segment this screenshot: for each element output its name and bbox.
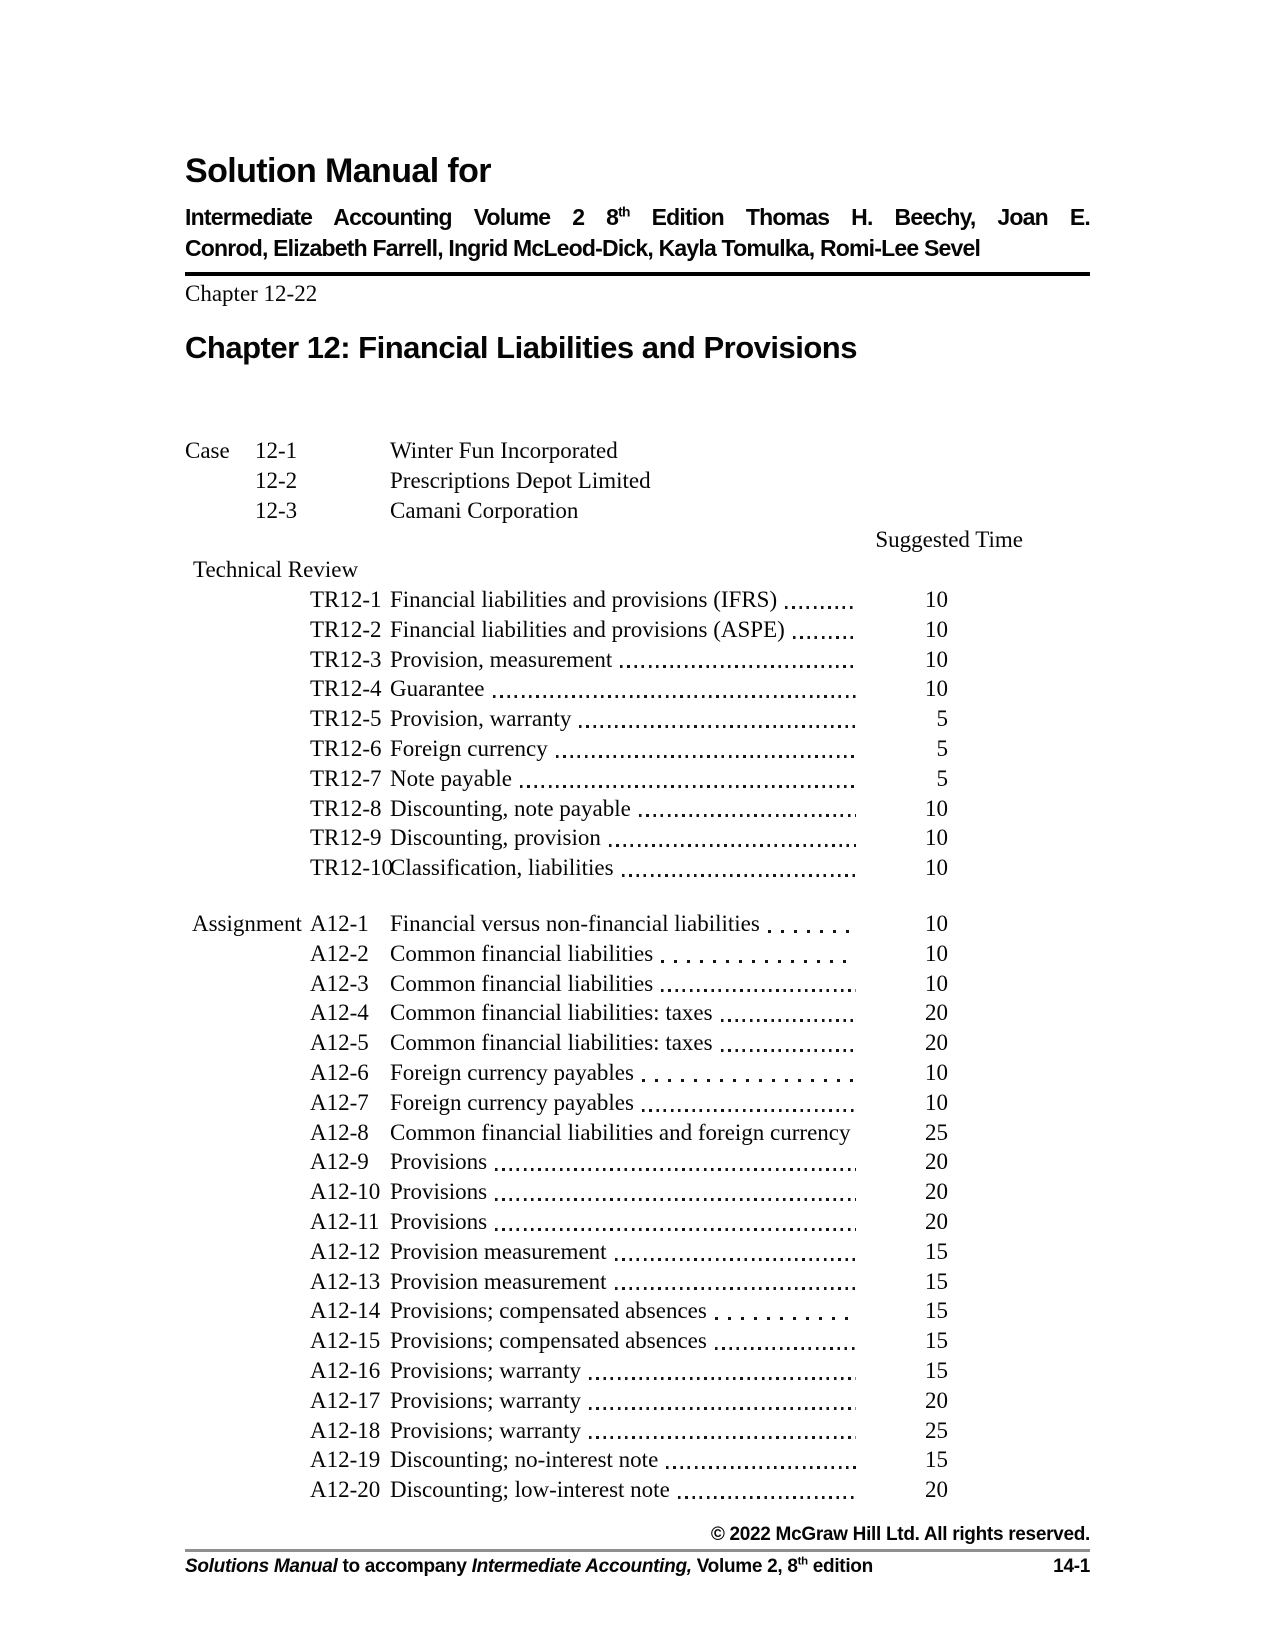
row-time: 25 xyxy=(925,1417,948,1443)
row-id: TR12-7 xyxy=(310,765,382,791)
row-title: Financial liabilities and provisions (IFRS) xyxy=(390,586,778,612)
row-title: Provisions; warranty xyxy=(390,1387,582,1413)
row-id: A12-6 xyxy=(310,1059,369,1085)
row-title: Common financial liabilities xyxy=(390,970,654,996)
row-description xyxy=(390,1058,868,1088)
dot-leader xyxy=(678,1496,856,1499)
row-id: A12-4 xyxy=(310,1000,369,1026)
row-time: 25 xyxy=(925,1119,948,1145)
toc-row xyxy=(185,1058,948,1088)
row-description xyxy=(390,1416,868,1446)
technical-review-label: Technical Review xyxy=(193,557,359,583)
row-title: Provisions xyxy=(390,1208,488,1234)
dot-leader xyxy=(495,1228,856,1231)
row-id: A12-19 xyxy=(310,1447,381,1473)
toc-row xyxy=(185,1118,948,1148)
doc-subtitle-line2: Conrod, Elizabeth Farrell, Ingrid McLeod-Dick, Kayla Tomulka, Romi-Lee Sevel xyxy=(185,235,981,261)
page-number: 14-1 xyxy=(1053,1556,1090,1577)
dot-leader xyxy=(609,844,856,847)
footer-book-title: Intermediate Accounting, xyxy=(471,1556,692,1577)
row-title: Provisions; warranty xyxy=(390,1357,582,1383)
row-description xyxy=(390,1475,868,1505)
row-time: 10 xyxy=(925,825,948,851)
row-title: Financial liabilities and provisions (ASPE) xyxy=(390,616,785,642)
toc-row xyxy=(185,1475,948,1505)
row-section-label: Assignment xyxy=(192,910,302,936)
row-time: 10 xyxy=(925,910,948,936)
case-title: Prescriptions Depot Limited xyxy=(390,467,651,493)
row-title: Guarantee xyxy=(390,676,485,702)
subtitle-text: Intermediate Accounting Volume 2 8 xyxy=(185,204,619,230)
dot-leader xyxy=(579,725,856,728)
row-title: Common financial liabilities: taxes xyxy=(390,1030,713,1056)
dot-leader xyxy=(615,1287,856,1290)
case-row xyxy=(185,496,1090,526)
row-time: 20 xyxy=(925,1387,948,1413)
row-title: Discounting, provision xyxy=(390,825,601,851)
row-id: A12-3 xyxy=(310,970,369,996)
row-id: A12-15 xyxy=(310,1328,381,1354)
row-description xyxy=(390,1147,868,1177)
toc-row xyxy=(185,1386,948,1416)
row-description xyxy=(390,1267,868,1297)
row-time: 5 xyxy=(936,706,948,732)
chapter-range-label: Chapter 12-22 xyxy=(185,281,318,306)
footer-left-text xyxy=(185,1556,873,1578)
footer-manual-title: Solutions Manual xyxy=(185,1556,338,1577)
row-description xyxy=(390,853,868,883)
assignment-rows xyxy=(185,909,948,1505)
row-title: Foreign currency payables xyxy=(390,1059,634,1085)
row-title: Common financial liabilities: taxes xyxy=(390,1000,713,1026)
toc-row xyxy=(185,1445,948,1475)
case-id: 12-2 xyxy=(255,467,298,493)
row-time: 20 xyxy=(925,1477,948,1503)
dot-leader xyxy=(793,636,856,639)
dot-leader xyxy=(622,874,856,877)
row-id: A12-9 xyxy=(310,1149,369,1175)
dot-leader xyxy=(642,1079,856,1082)
dot-leader xyxy=(615,1258,856,1261)
toc-row xyxy=(185,1326,948,1356)
doc-subtitle-line1 xyxy=(185,202,1090,233)
technical-review-rows xyxy=(185,585,948,883)
row-description xyxy=(390,1445,868,1475)
row-description xyxy=(390,1088,868,1118)
row-time: 20 xyxy=(925,1000,948,1026)
row-time: 10 xyxy=(925,676,948,702)
toc-row xyxy=(185,1177,948,1207)
row-title: Discounting, note payable xyxy=(390,795,631,821)
dot-leader xyxy=(661,960,856,963)
row-id: TR12-5 xyxy=(310,706,382,732)
row-description xyxy=(390,939,868,969)
toc-row xyxy=(185,823,948,853)
toc-row xyxy=(185,1147,948,1177)
row-id: A12-20 xyxy=(310,1477,381,1503)
toc-row xyxy=(185,1296,948,1326)
row-description xyxy=(390,585,868,615)
case-id: 12-1 xyxy=(255,438,298,463)
row-title: Provisions xyxy=(390,1149,488,1175)
row-description xyxy=(390,1386,868,1416)
dot-leader xyxy=(785,606,856,609)
toc-row xyxy=(185,853,948,883)
row-id: TR12-3 xyxy=(310,646,382,672)
dot-leader xyxy=(768,930,856,933)
row-title: Provision measurement xyxy=(390,1238,607,1264)
row-title: Common financial liabilities xyxy=(390,940,654,966)
row-title: Foreign currency xyxy=(390,735,548,761)
row-time: 10 xyxy=(925,855,948,881)
toc-row xyxy=(185,1267,948,1297)
row-title: Discounting; low-interest note xyxy=(390,1477,670,1503)
dot-leader xyxy=(661,989,856,992)
chapter-heading: Chapter 12: Financial Liabilities and Provisions xyxy=(185,330,857,365)
title-underline-rule xyxy=(185,272,1090,276)
dot-leader xyxy=(495,1198,856,1201)
copyright-notice: © 2022 McGraw Hill Ltd. All rights reserved. xyxy=(710,1524,1090,1545)
dot-leader xyxy=(589,1377,856,1380)
row-time: 5 xyxy=(936,765,948,791)
row-id: A12-17 xyxy=(310,1387,381,1413)
dot-leader xyxy=(520,785,856,788)
row-id: TR12-10 xyxy=(310,855,394,881)
row-description xyxy=(390,1356,868,1386)
case-section xyxy=(185,436,1090,525)
row-title: Note payable xyxy=(390,765,512,791)
subtitle-text: Edition Thomas H. Beechy, Joan E. xyxy=(629,204,1090,230)
row-id: TR12-8 xyxy=(310,795,382,821)
dot-leader xyxy=(721,1019,856,1022)
row-time: 20 xyxy=(925,1149,948,1175)
footer-text: edition xyxy=(807,1556,873,1577)
row-description xyxy=(390,704,868,734)
row-time: 10 xyxy=(925,616,948,642)
row-id: A12-11 xyxy=(310,1208,380,1234)
toc-row xyxy=(185,704,948,734)
row-time: 15 xyxy=(925,1298,948,1324)
footer-superscript: th xyxy=(797,1555,808,1568)
row-time: 10 xyxy=(925,1059,948,1085)
case-section-label: Case xyxy=(185,438,230,463)
dot-leader xyxy=(589,1407,856,1410)
row-time: 15 xyxy=(925,1328,948,1354)
row-id: A12-5 xyxy=(310,1030,369,1056)
toc-row xyxy=(185,1237,948,1267)
case-row xyxy=(185,436,1090,466)
row-title: Discounting; no-interest note xyxy=(390,1447,659,1473)
row-id: A12-14 xyxy=(310,1298,381,1324)
row-title: Provisions xyxy=(390,1179,488,1205)
row-description xyxy=(390,794,868,824)
dot-leader xyxy=(666,1466,856,1469)
row-time: 20 xyxy=(925,1179,948,1205)
row-id: A12-2 xyxy=(310,940,369,966)
toc-row xyxy=(185,939,948,969)
footer-rule xyxy=(185,1549,1090,1552)
suggested-time-header: Suggested Time xyxy=(875,527,1023,553)
dot-leader xyxy=(493,695,857,698)
row-time: 10 xyxy=(925,586,948,612)
row-description xyxy=(390,909,868,939)
row-title: Foreign currency payables xyxy=(390,1089,634,1115)
footer-text: Volume 2, 8 xyxy=(691,1556,798,1577)
row-description xyxy=(390,998,868,1028)
toc-row xyxy=(185,1207,948,1237)
row-description xyxy=(390,1118,868,1148)
row-description xyxy=(390,764,868,794)
row-id: A12-18 xyxy=(310,1417,381,1443)
row-description xyxy=(390,1028,868,1058)
row-title: Common financial liabilities and foreign currency xyxy=(390,1119,851,1145)
toc-row xyxy=(185,674,948,704)
row-title: Provisions; warranty xyxy=(390,1417,582,1443)
dot-leader xyxy=(642,1109,856,1112)
table-of-contents xyxy=(185,436,1090,1505)
case-id: 12-3 xyxy=(255,497,298,523)
row-time: 20 xyxy=(925,1030,948,1056)
toc-row xyxy=(185,734,948,764)
row-title: Provisions; compensated absences xyxy=(390,1328,707,1354)
toc-row xyxy=(185,1028,948,1058)
footer-text: to accompany xyxy=(337,1556,472,1577)
row-description xyxy=(390,674,868,704)
row-time: 10 xyxy=(925,970,948,996)
row-id: A12-1 xyxy=(310,910,369,936)
row-description xyxy=(390,823,868,853)
case-row xyxy=(185,466,1090,496)
subtitle-superscript: th xyxy=(618,204,630,220)
row-description xyxy=(390,1296,868,1326)
doc-title: Solution Manual for xyxy=(185,152,491,190)
row-description xyxy=(390,1237,868,1267)
row-description xyxy=(390,1207,868,1237)
toc-row xyxy=(185,615,948,645)
row-id: TR12-1 xyxy=(310,586,382,612)
row-title: Provision measurement xyxy=(390,1268,607,1294)
dot-leader xyxy=(556,755,856,758)
row-description xyxy=(390,615,868,645)
dot-leader xyxy=(620,665,856,668)
row-id: TR12-2 xyxy=(310,616,382,642)
row-time: 5 xyxy=(936,735,948,761)
doc-subtitle xyxy=(185,202,1090,264)
row-time: 15 xyxy=(925,1357,948,1383)
toc-row xyxy=(185,1088,948,1118)
row-description xyxy=(390,969,868,999)
row-id: TR12-4 xyxy=(310,676,382,702)
dot-leader xyxy=(715,1347,856,1350)
row-id: A12-7 xyxy=(310,1089,369,1115)
dot-leader xyxy=(589,1436,856,1439)
dot-leader xyxy=(639,814,856,817)
page-footer xyxy=(185,1556,1090,1578)
row-title: Classification, liabilities xyxy=(390,855,614,881)
row-id: A12-16 xyxy=(310,1357,381,1383)
row-time: 15 xyxy=(925,1268,948,1294)
dot-leader xyxy=(715,1317,856,1320)
row-id: TR12-6 xyxy=(310,735,382,761)
title-block xyxy=(185,152,1090,307)
case-title: Camani Corporation xyxy=(390,497,579,523)
toc-row xyxy=(185,1416,948,1446)
row-time: 10 xyxy=(925,646,948,672)
toc-row xyxy=(185,585,948,615)
toc-row xyxy=(185,1356,948,1386)
row-time: 10 xyxy=(925,795,948,821)
toc-row xyxy=(185,645,948,675)
row-description xyxy=(390,645,868,675)
dot-leader xyxy=(495,1168,856,1171)
row-time: 10 xyxy=(925,1089,948,1115)
row-time: 15 xyxy=(925,1447,948,1473)
row-description xyxy=(390,1326,868,1356)
row-title: Provision, measurement xyxy=(390,646,613,672)
toc-row xyxy=(185,764,948,794)
row-description xyxy=(390,1177,868,1207)
row-id: A12-8 xyxy=(310,1119,369,1145)
row-id: A12-13 xyxy=(310,1268,381,1294)
row-time: 20 xyxy=(925,1208,948,1234)
toc-row xyxy=(185,909,948,939)
row-title: Provisions; compensated absences xyxy=(390,1298,707,1324)
case-title: Winter Fun Incorporated xyxy=(390,438,618,463)
dot-leader xyxy=(721,1049,856,1052)
row-id: A12-10 xyxy=(310,1179,381,1205)
row-time: 15 xyxy=(925,1238,948,1264)
toc-row xyxy=(185,969,948,999)
row-description xyxy=(390,734,868,764)
toc-row xyxy=(185,998,948,1028)
row-id: A12-12 xyxy=(310,1238,381,1264)
row-time: 10 xyxy=(925,940,948,966)
row-title: Provision, warranty xyxy=(390,706,572,732)
row-id: TR12-9 xyxy=(310,825,382,851)
row-title: Financial versus non-financial liabilities xyxy=(390,910,760,936)
toc-row xyxy=(185,794,948,824)
